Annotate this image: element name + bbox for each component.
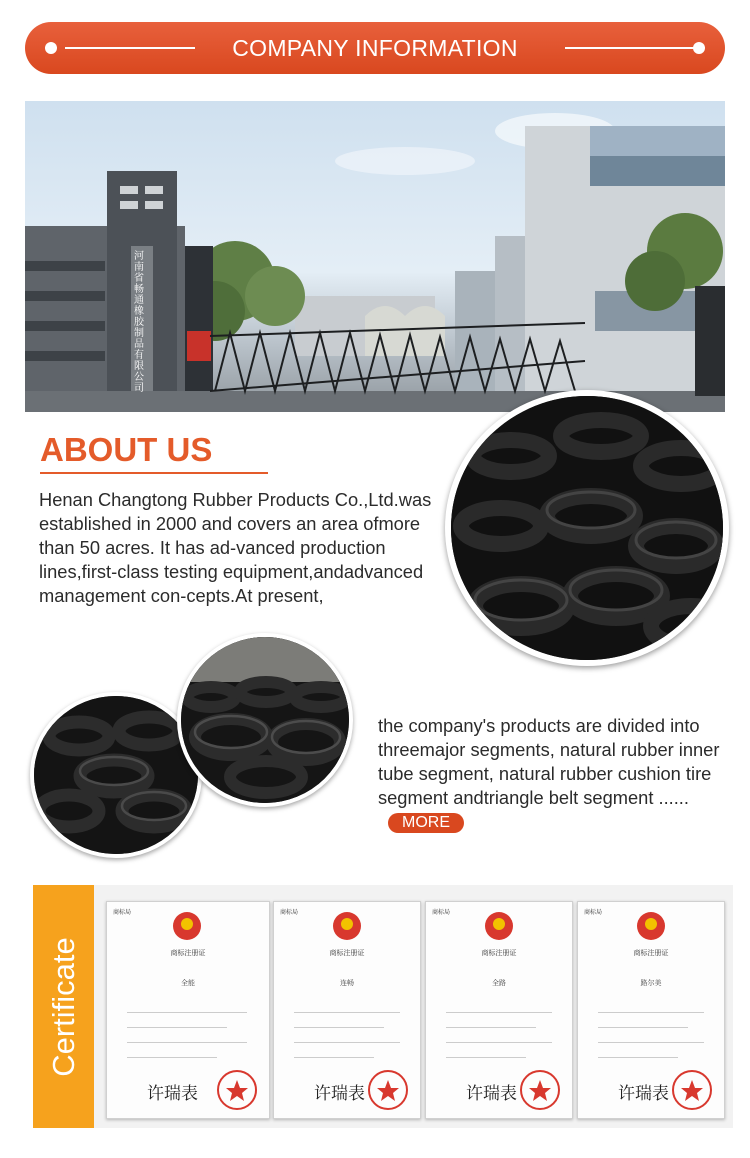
inner-tubes-photo-large [445,390,729,666]
emblem-icon [483,910,515,942]
certificate-document [106,901,270,1119]
more-button[interactable]: MORE [388,813,464,833]
banner-line-right [565,47,695,49]
certificate-label-text: Certificate [45,936,81,1077]
inner-tubes-illustration-small-right [181,637,349,803]
certificate-document [577,901,725,1119]
certificate-signature: 许瑞表 [147,1084,198,1104]
about-paragraph-2 [378,714,740,834]
about-paragraph-2-text: the company's products are divided into threemajor segments, natural rubber inner tube segment, natural rubber cushion tire segment andtriangle belt segment ...... [378,715,720,808]
certificate-trademark: 全能 [181,979,195,987]
section-title: COMPANY INFORMATION [232,35,518,61]
certificate-trademark: 路尔美 [640,979,662,987]
about-title-underline [40,472,268,474]
certificate-title: 商标注册证 [481,949,517,957]
certificate-signature: 许瑞表 [466,1084,517,1104]
emblem-icon [635,910,667,942]
certificate-document [425,901,573,1119]
certificate-trademark: 连畅 [340,979,354,987]
certificate-document [273,901,421,1119]
inner-tubes-photo-small-right [177,633,353,807]
section-banner [25,22,725,74]
certificate-header: 商标局 [113,910,132,916]
certificate-label [33,885,94,1128]
about-paragraph-1: Henan Changtong Rubber Products Co.,Ltd.was established in 2000 and covers an area ofmore than 50 acres. It has ad-vanced production lines,first-class testing equipment,andadvanced management con-cepts.At present, [39,489,432,606]
seal-icon [670,1068,714,1112]
seal-icon [215,1068,259,1112]
inner-tubes-illustration-large [451,396,723,660]
banner-dot-right [693,42,705,54]
certificate-trademark: 全路 [492,979,506,987]
certificate-signature: 许瑞表 [618,1084,669,1104]
emblem-icon [171,910,203,942]
seal-icon [518,1068,562,1112]
certificate-header: 商标局 [584,910,603,916]
about-title: ABOUT US [40,431,213,468]
certificate-header: 商标局 [432,910,451,916]
gate-sign: 河南省畅通橡胶制品有限公司 [134,251,144,394]
certificate-signature: 许瑞表 [314,1084,365,1104]
factory-illustration [25,101,725,412]
inner-tubes-illustration-small-left [34,696,198,854]
emblem-icon [331,910,363,942]
certificate-title: 商标注册证 [329,949,365,957]
certificate-title: 商标注册证 [633,949,669,957]
seal-icon [366,1068,410,1112]
factory-photo [25,101,725,412]
certificate-header: 商标局 [280,910,299,916]
certificate-title: 商标注册证 [170,949,206,957]
